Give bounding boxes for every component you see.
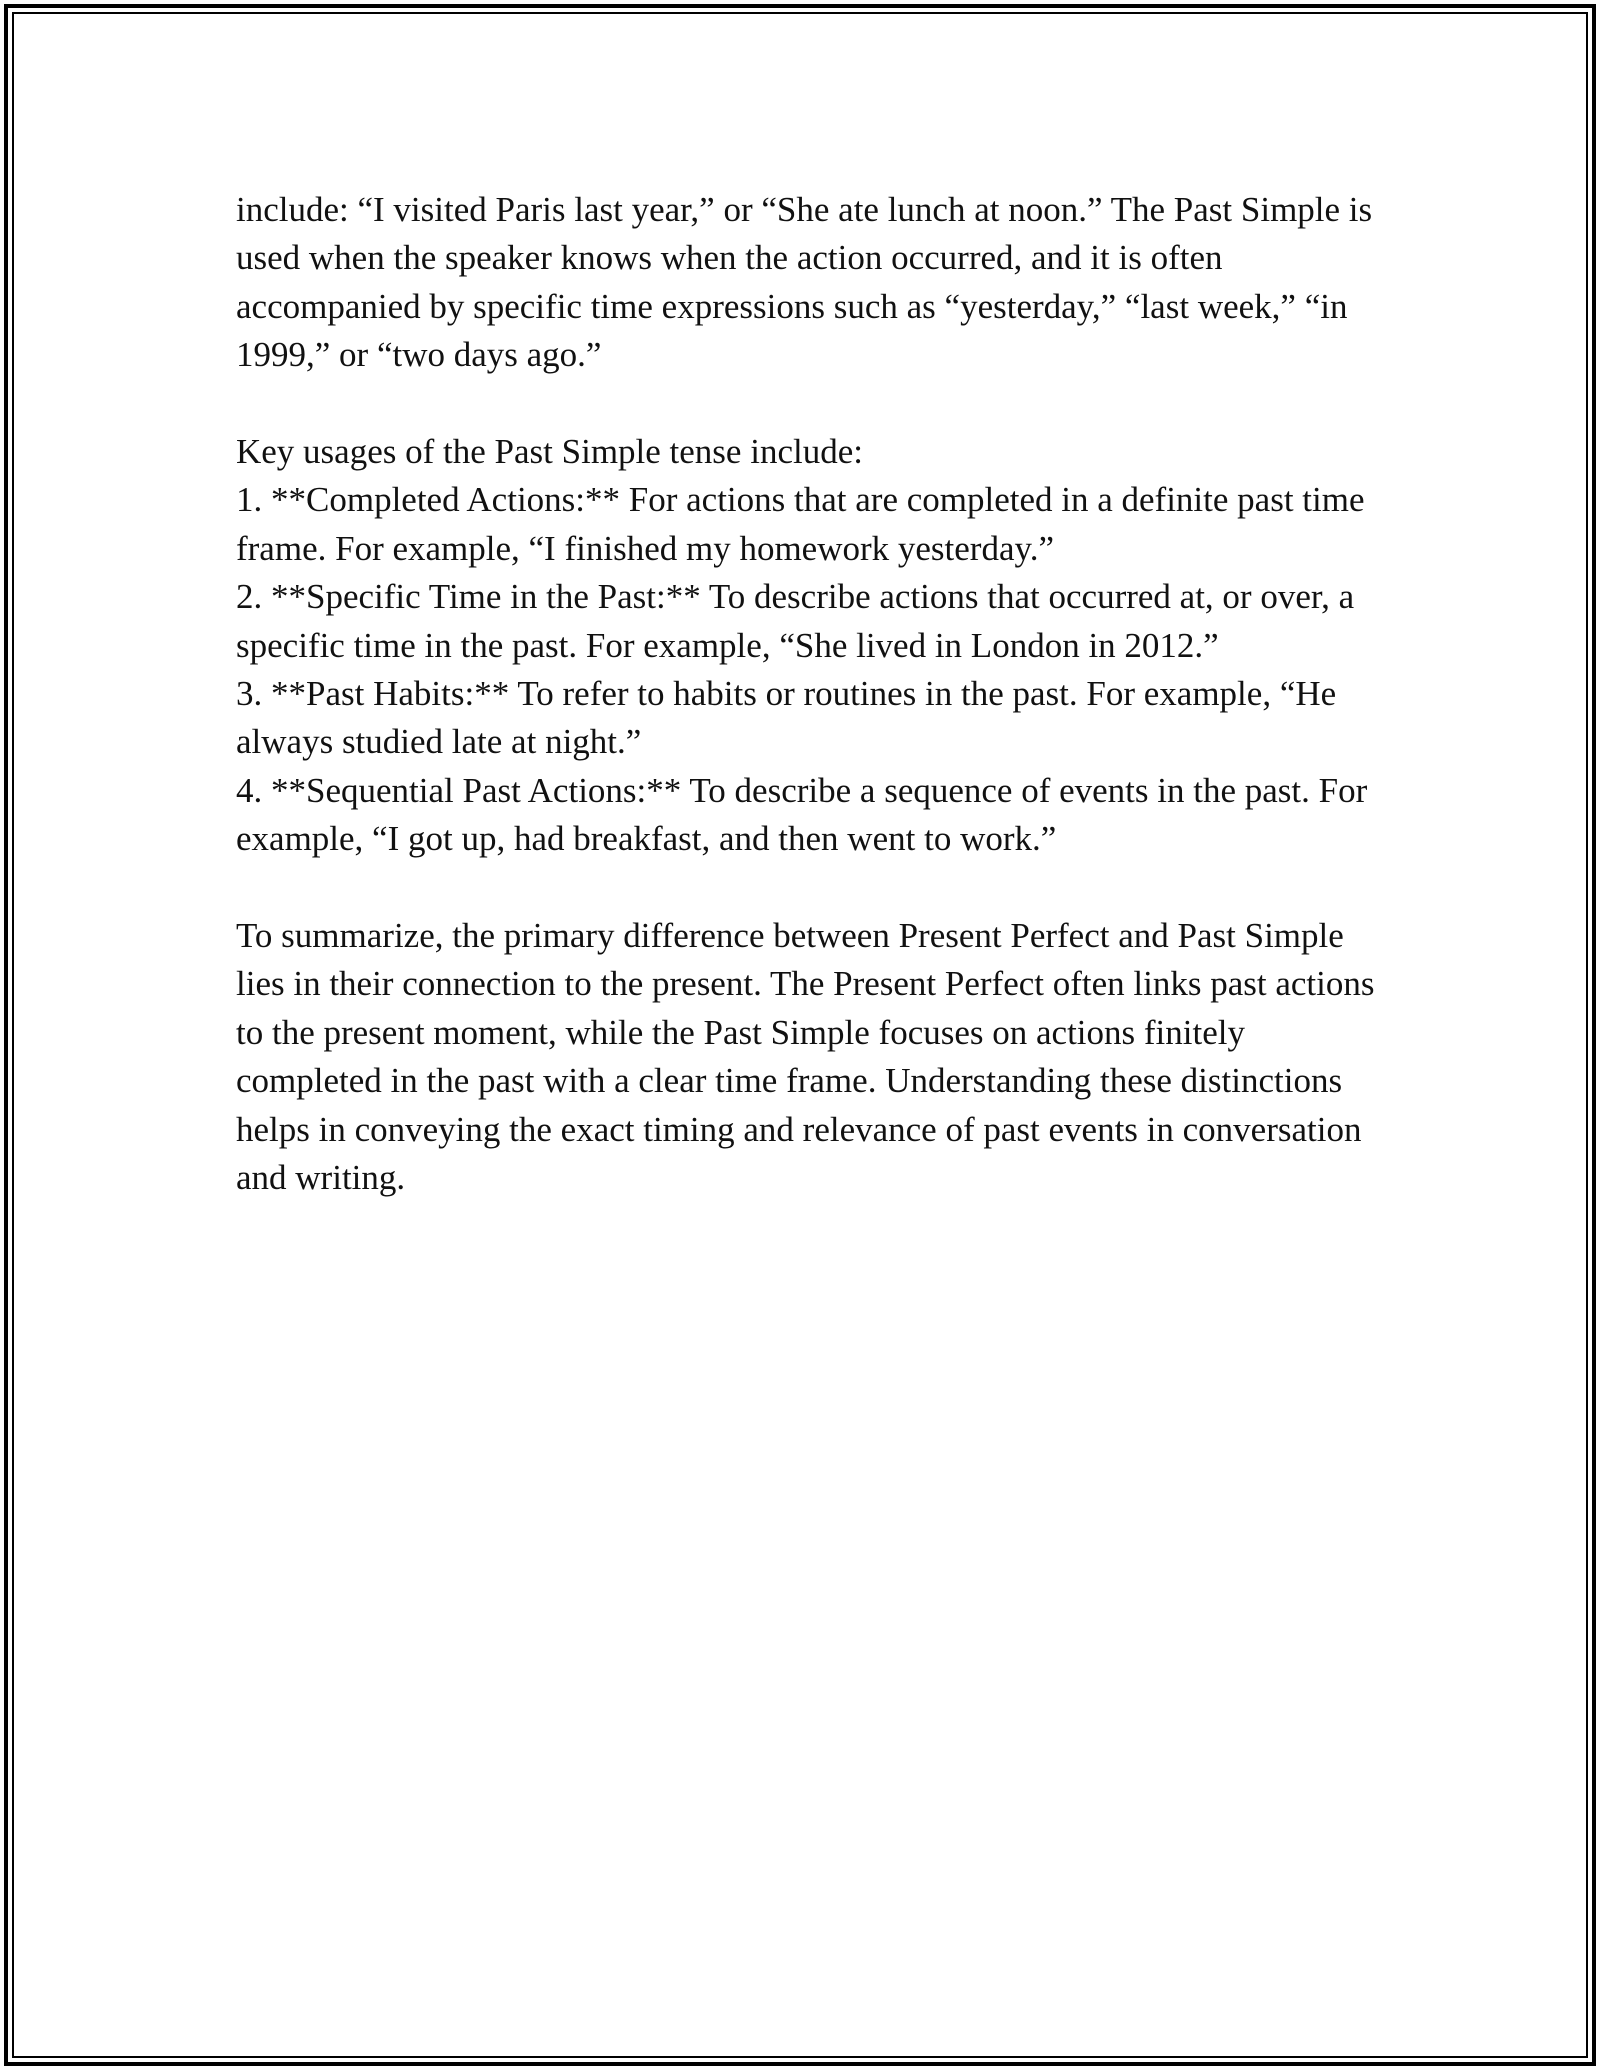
paragraph-past-simple-examples: include: “I visited Paris last year,” or “She ate lunch at noon.” The Past Simple is used when the speaker knows when the action occurred, and it is often accompanied by specific time expressions such as “yesterday,” “last week,” “in 1999,” or “two days ago.”	[236, 190, 1373, 375]
paragraph-summary: To summarize, the primary difference between Present Perfect and Past Simple lies in their connection to the present. The Present Perfect often links past actions to the present moment, while the Past Simple focuses on actions finitely completed in the past with a clear time frame. Understanding these distinctions helps in conveying the exact timing and relevance of past events in conversation and writing.	[236, 916, 1375, 1198]
usage-item-specific-time: 2. **Specific Time in the Past:** To describe actions that occurred at, or over, a specific time in the past. For example, “She lived in London in 2012.”	[236, 577, 1355, 665]
document-body	[236, 186, 1376, 1203]
paragraph-spacer	[236, 380, 1376, 428]
usage-item-past-habits: 3. **Past Habits:** To refer to habits or routines in the past. For example, “He always studied late at night.”	[236, 674, 1337, 762]
usages-intro: Key usages of the Past Simple tense include:	[236, 432, 863, 472]
paragraph-spacer	[236, 864, 1376, 912]
usage-item-completed-actions: 1. **Completed Actions:** For actions that are completed in a definite past time frame. For example, “I finished my homework yesterday.”	[236, 480, 1365, 568]
usage-item-sequential-actions: 4. **Sequential Past Actions:** To describe a sequence of events in the past. For example, “I got up, had breakfast, and then went to work.”	[236, 770, 1368, 859]
